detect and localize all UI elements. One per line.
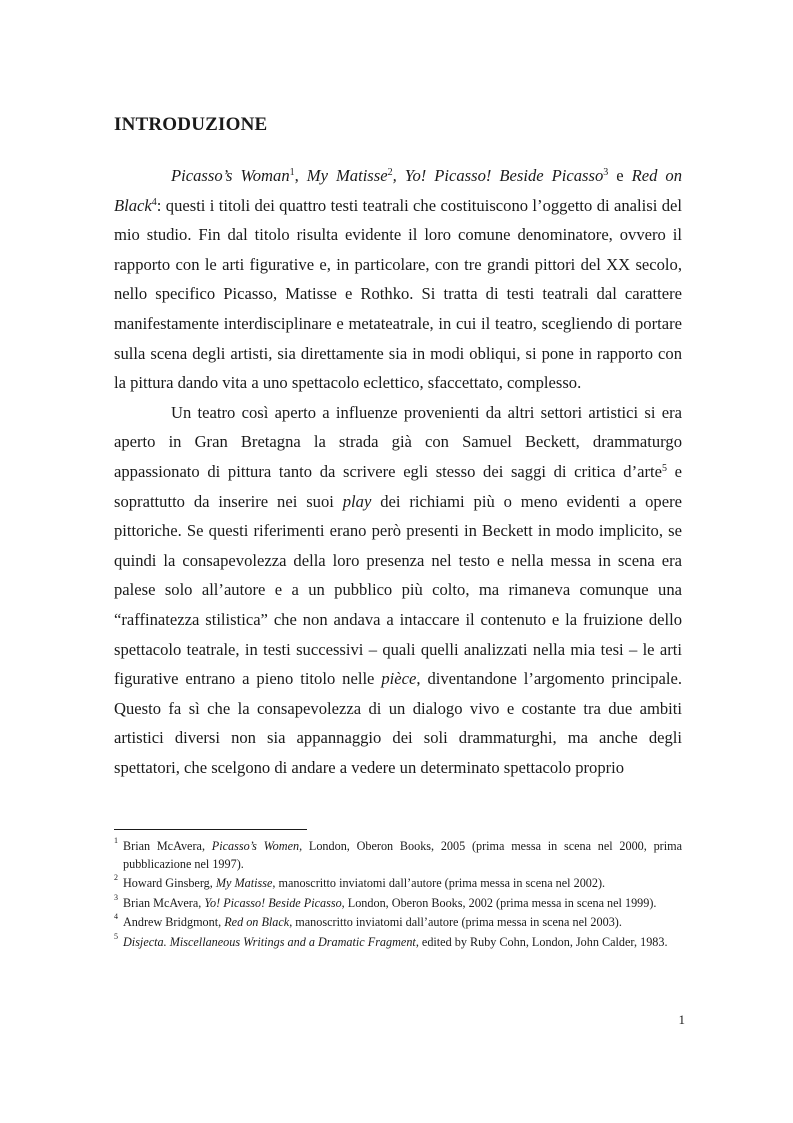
italic-text: Yo! Picasso! Beside Picasso [404,166,604,185]
italic-text: Red on Black [114,166,682,215]
text-run: , edited by Ruby Cohn, London, John Calder, 1983. [415,934,668,949]
text-run: e [608,166,632,185]
text-run: Brian McAvera, [123,895,205,910]
italic-text: play [342,491,372,511]
footnotes [114,838,682,954]
italic-text: , [392,166,405,185]
text-run: , manoscritto inviatomi dall’autore (prima messa in scena nel 2002). [272,876,606,891]
paragraph [114,398,682,783]
footnote-ref: 2 [387,167,393,178]
italic-text: Yo! Picasso! Beside Picasso [204,895,342,910]
footnote [114,914,682,932]
footnote-number: 3 [114,892,118,902]
footnote-text [123,839,682,871]
footnote-number: 1 [114,836,118,845]
footnote [114,875,682,893]
text-run: , diventandone l’argomento principale. Questo fa sì che la consapevolezza di un dialogo vivo e costante tra due ambiti artistici diversi non sia appannaggio dei soli drammaturghi, ma anche degli spettatori, che scelgono di andare a vedere un determinato spettacolo proprio [114,669,682,777]
italic-text: My Matisse [306,166,388,185]
text-run: Andrew Bridgmont, [123,915,225,930]
footnote-ref: 1 [289,167,295,178]
footnote-text [123,915,622,929]
text-run: Brian McAvera, [123,839,212,853]
italic-text: Picasso’s Woman [171,166,290,185]
italic-text: Red on Black [224,915,290,930]
italic-text: My Matisse [215,876,273,891]
italic-text: Picasso’s Women [211,839,300,853]
paragraph [114,161,682,398]
text-run: dei richiami più o meno evidenti a opere pittoriche. Se questi riferimenti erano però presenti in Beckett in modo implicito, se quindi la consapevolezza della loro presenza nel testo e nella messa in scena era palese solo all’autore e a un pubblico più colto, ma rimaneva comunque una “raffinatezza stilistica” che non andava a intaccare il contenuto e la fruizione dello spettacolo teatrale, in testi successivi – quali quelli analizzati nella mia tesi – le arti figurative entrano a pieno titolo nelle [114,491,682,689]
section-heading: INTRODUZIONE [114,114,268,135]
footnote-number: 4 [114,912,118,922]
text-run: e soprattutto da inserire nei suoi [114,461,683,511]
text-run: , London, Oberon Books, 2002 (prima messa in scena nel 1999). [341,895,657,910]
body-text [114,161,682,782]
footnote-text [123,935,668,949]
page-number: 1 [678,1012,685,1027]
text-run: , [294,166,307,185]
text-run: Un teatro così aperto a influenze provenienti da altri settori artistici si era aperto in Gran Bretagna la strada già con Samuel Beckett, drammaturgo appassionato di pittura tanto da scrivere egli stesso dei saggi di critica d’arte [114,402,682,481]
text-run: , London, Oberon Books, 2005 (prima messa in scena nel 2000, prima pubblicazione nel 1997). [123,839,683,871]
footnote-ref: 3 [603,167,609,178]
footnote-divider [114,829,307,830]
footnote-ref: 4 [151,196,157,208]
footnote-number: 2 [114,873,118,883]
text-run: : questi i titoli dei quattro testi teatrali che costituiscono l’oggetto di analisi del mio studio. Fin dal titolo risulta evidente il loro comune denominatore, ovvero il rapporto con le arti figurative e, in particolare, con tre grandi pittori del XX secolo, nello specifico Picasso, Matisse e Rothko. Si tratta di testi teatrali dal carattere manifestamente interdisciplinare e metateatrale, in cui il teatro, scegliendo di portare sulla scena degli artisti, sia direttamente sia in modi obliqui, si pone in rapporto con la pittura dando vita a uno spettacolo eclettico, sfaccettato, complesso. [114,195,682,393]
footnote [114,931,682,952]
italic-text: pièce [381,669,417,689]
footnote-number: 5 [114,931,118,941]
footnote [114,838,682,873]
footnote [114,892,682,913]
footnote-text [123,896,656,910]
italic-text: Disjecta. Miscellaneous Writings and a Dramatic Fragment [123,934,416,949]
footnote-ref: 5 [661,462,667,474]
text-run: , manoscritto inviatomi dall’autore (prima messa in scena nel 2003). [289,915,622,930]
footnote-text [123,876,605,890]
text-run: Howard Ginsberg, [123,876,216,891]
